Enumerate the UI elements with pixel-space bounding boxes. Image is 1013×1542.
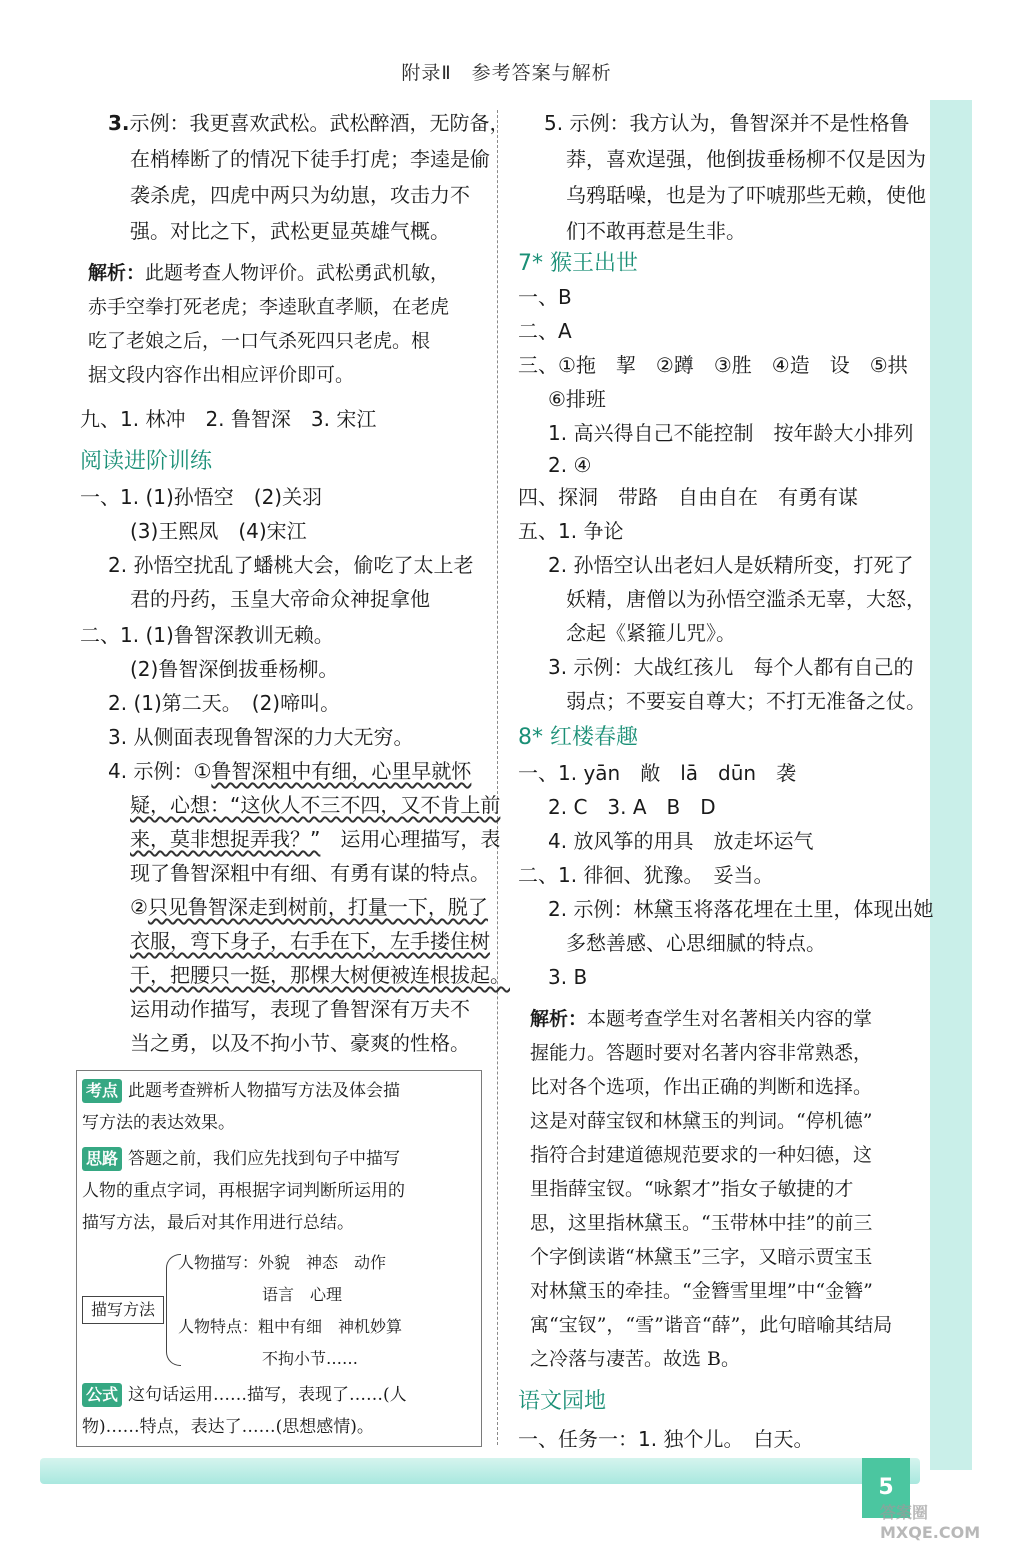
reading-2-4-line9: 当之勇，以及不拘小节、豪爽的性格。 bbox=[130, 1031, 470, 1055]
s7-line11: 念起《紧箍儿咒》。 bbox=[566, 621, 736, 645]
left-answer-3-line3: 袭杀虎，四虎中两只为幼崽，攻击力不 bbox=[130, 183, 470, 207]
right-answer-5-line1: 5. 示例：我方认为，鲁智深并不是性格鲁 bbox=[544, 111, 910, 135]
right-answer-5-line4: 们不敢再惹是生非。 bbox=[566, 219, 746, 243]
s7-line5: 1. 高兴得自己不能控制 按年龄大小排列 bbox=[548, 421, 914, 445]
s8-line7: 3. B bbox=[548, 965, 588, 989]
tree-item-2: 语言 心理 bbox=[262, 1285, 343, 1304]
tip-kaodian-line1: 考点 此题考查辨析人物描写方法及体会描 bbox=[82, 1076, 400, 1106]
right-analysis-line2: 握能力。答题时要对名著内容非常熟悉， bbox=[530, 1042, 873, 1064]
s8-line1: 一、1. yān 敞 lā dūn 袭 bbox=[518, 761, 797, 785]
s7-line3: 三、①拖 挈 ②蹲 ③胜 ④造 设 ⑤拱 bbox=[518, 353, 908, 377]
tree-root-label: 描写方法 bbox=[82, 1296, 164, 1324]
s7-line12: 3. 示例：大战红孩儿 每个人都有自己的 bbox=[548, 655, 914, 679]
reading-2-4-line2: 疑，心想：“这伙人不三不四，又不肯上前 bbox=[130, 793, 501, 817]
tip-gongshi-line1: 公式 这句话运用……描写，表现了……(人 bbox=[82, 1380, 407, 1410]
garden-line1: 一、任务一：1. 独个儿。 白天。 bbox=[518, 1427, 814, 1451]
reading-2-4-line1: 4. 示例：①鲁智深粗中有细，心里早就怀 bbox=[108, 759, 472, 783]
tip-silu-line1: 思路 答题之前，我们应先找到句子中描写 bbox=[82, 1144, 400, 1174]
gongshi-tag: 公式 bbox=[82, 1383, 122, 1407]
right-analysis-line10: 寓“宝钗”，“雪”谐音“薛”，此句暗喻其结局 bbox=[530, 1314, 893, 1336]
reading-1-1b: (3)王熙凤 (4)宋江 bbox=[130, 519, 307, 543]
right-analysis-line7: 思，这里指林黛玉。“玉带林中挂”的前三 bbox=[530, 1212, 873, 1234]
left-analysis-line1: 解析：此题考查人物评价。武松勇武机敏， bbox=[88, 262, 450, 284]
s7-line4: ⑥排班 bbox=[548, 387, 606, 411]
right-analysis-line3: 比对各个选项，作出正确的判断和选择。 bbox=[530, 1076, 873, 1098]
reading-2-2: 2. (1)第二天。 (2)啼叫。 bbox=[108, 691, 341, 715]
reading-2-4-line4: 现了鲁智深粗中有细、有勇有谋的特点。 bbox=[130, 861, 490, 885]
s8-line3: 4. 放风筝的用具 放走坏运气 bbox=[548, 829, 814, 853]
tree-item-1: 人物描写：外貌 神态 动作 bbox=[178, 1253, 387, 1272]
s8-line6: 多愁善感、心思细腻的特点。 bbox=[566, 931, 826, 955]
reading-2-1b: (2)鲁智深倒拔垂杨柳。 bbox=[130, 657, 339, 681]
answer-nine: 九、1. 林冲 2. 鲁智深 3. 宋江 bbox=[80, 407, 377, 431]
s7-line1: 一、B bbox=[518, 285, 572, 309]
reading-2-1a: 二、1. (1)鲁智深教训无赖。 bbox=[80, 623, 334, 647]
side-decoration bbox=[930, 100, 972, 1470]
right-analysis-line9: 对林黛玉的牵挂。“金簪雪里埋”中“金簪” bbox=[530, 1280, 873, 1302]
section-8-title: 8* 红楼春趣 bbox=[518, 725, 638, 750]
right-analysis-line1: 解析：本题考查学生对名著相关内容的掌 bbox=[530, 1008, 873, 1030]
s7-line6: 2. ④ bbox=[548, 453, 592, 477]
right-answer-5-line2: 莽，喜欢逞强，他倒拔垂杨柳不仅是因为 bbox=[566, 147, 926, 171]
section-reading-training: 阅读进阶训练 bbox=[80, 449, 213, 474]
right-analysis-line11: 之冷落与凄苦。故选 B。 bbox=[530, 1348, 741, 1370]
reading-2-4-line3: 来，莫非想捉弄我？” 运用心理描写，表 bbox=[130, 827, 501, 851]
right-analysis-line4: 这是对薛宝钗和林黛玉的判词。“停机德” bbox=[530, 1110, 873, 1132]
kaodian-tag: 考点 bbox=[82, 1079, 122, 1103]
tree-item-4: 不拘小节…… bbox=[262, 1349, 359, 1368]
reading-1-2a: 2. 孙悟空扰乱了蟠桃大会，偷吃了太上老 bbox=[108, 553, 474, 577]
s7-line2: 二、A bbox=[518, 319, 572, 343]
left-answer-3-line4: 强。对比之下，武松更显英雄气概。 bbox=[130, 219, 450, 243]
right-analysis-line5: 指符合封建道德规范要求的一种妇德，这 bbox=[530, 1144, 873, 1166]
tip-silu-line2: 人物的重点字词，再根据字词判断所运用的 bbox=[82, 1181, 405, 1201]
left-answer-3-line1: 3.示例：我更喜欢武松。武松醉酒，无防备， bbox=[108, 111, 510, 135]
s8-line2: 2. C 3. A B D bbox=[548, 795, 716, 819]
reading-2-3: 3. 从侧面表现鲁智深的力大无穷。 bbox=[108, 725, 414, 749]
silu-tag: 思路 bbox=[82, 1147, 122, 1171]
tip-kaodian-line2: 写方法的表达效果。 bbox=[82, 1113, 235, 1133]
tip-silu-line3: 描写方法，最后对其作用进行总结。 bbox=[82, 1213, 354, 1233]
left-answer-3-line2: 在梢棒断了的情况下徒手打虎；李逵是偷 bbox=[130, 147, 490, 171]
column-divider bbox=[497, 110, 498, 1445]
reading-2-4-line6: 衣服，弯下身子，右手在下，左手搂住树 bbox=[130, 929, 490, 953]
left-analysis-line3: 吃了老娘之后，一口气杀死四只老虎。根 bbox=[88, 330, 431, 352]
page-header: 附录Ⅱ 参考答案与解析 bbox=[401, 62, 612, 84]
page-number: 5 bbox=[862, 1458, 910, 1518]
s8-line5: 2. 示例：林黛玉将落花埋在土里，体现出她 bbox=[548, 897, 934, 921]
right-analysis-line6: 里指薛宝钗。“咏絮才”指女子敏捷的才 bbox=[530, 1178, 854, 1200]
tree-item-3: 人物特点：粗中有细 神机妙算 bbox=[178, 1317, 403, 1336]
reading-2-4-line7: 干，把腰只一挺，那棵大树便被连根拔起。 bbox=[130, 963, 510, 987]
right-analysis-line8: 个字倒读谐“林黛玉”三字，又暗示贾宝玉 bbox=[530, 1246, 873, 1268]
reading-1-1: 一、1. (1)孙悟空 (2)关羽 bbox=[80, 485, 323, 509]
watermark-logo: 答案圈 MXQE.COM bbox=[880, 1503, 981, 1542]
bottom-band bbox=[40, 1458, 920, 1484]
s7-line10: 妖精，唐僧以为孙悟空滥杀无辜，大怒， bbox=[566, 587, 926, 611]
right-answer-5-line3: 乌鸦聒噪，也是为了吓唬那些无赖，使他 bbox=[566, 183, 926, 207]
s7-line13: 弱点；不要妄自尊大；不打无准备之仗。 bbox=[566, 689, 926, 713]
tip-gongshi-line2: 物)……特点，表达了……(思想感情)。 bbox=[82, 1417, 374, 1437]
s7-line8: 五、1. 争论 bbox=[518, 519, 624, 543]
s7-line9: 2. 孙悟空认出老妇人是妖精所变，打死了 bbox=[548, 553, 914, 577]
reading-2-4-line8: 运用动作描写，表现了鲁智深有万夫不 bbox=[130, 997, 470, 1021]
section-7-title: 7* 猴王出世 bbox=[518, 251, 638, 276]
section-language-garden: 语文园地 bbox=[518, 1389, 607, 1414]
reading-2-4-line5: ②只见鲁智深走到树前，打量一下，脱了 bbox=[130, 895, 488, 919]
reading-1-2b: 君的丹药，玉皇大帝命众神捉拿他 bbox=[130, 587, 430, 611]
s8-line4: 二、1. 徘徊、犹豫。 妥当。 bbox=[518, 863, 774, 887]
s7-line7: 四、探洞 带路 自由自在 有勇有谋 bbox=[518, 485, 858, 509]
left-analysis-line4: 据文段内容作出相应评价即可。 bbox=[88, 364, 355, 386]
left-analysis-line2: 赤手空拳打死老虎；李逵耿直孝顺，在老虎 bbox=[88, 296, 450, 318]
